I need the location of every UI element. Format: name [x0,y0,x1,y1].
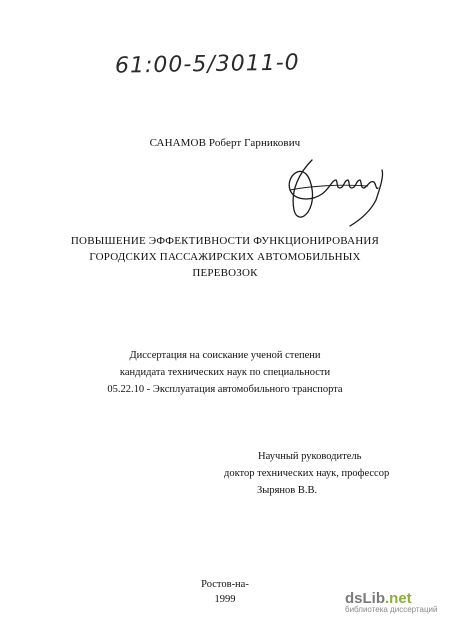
degree-statement [0,347,450,398]
city: Ростов-на- [201,579,249,590]
degree-line-2: кандидата технических наук по специальности [119,367,331,378]
supervisor-degree: доктор технических наук, профессор [224,468,390,479]
author-name: САНАМОВ Роберт Гарникович [149,137,301,149]
watermark-tld: .net [385,590,412,607]
archive-code-handwritten: 61:00-5/3011-0 [114,50,300,79]
degree-line-1: Диссертация на соискание ученой степени [129,350,321,361]
year: 1999 [214,594,236,605]
handwritten-signature [250,150,410,230]
supervisor-name: Зырянов В.В. [257,485,318,496]
dslib-watermark [345,590,445,614]
title-line-1: ПОВЫШЕНИЕ ЭФФЕКТИВНОСТИ ФУНКЦИОНИРОВАНИЯ [70,235,380,247]
supervisor-role: Научный руководитель [258,451,362,462]
supervisor-block [224,448,389,499]
degree-line-3: 05.22.10 - Эксплуатация автомобильного транспорта [107,384,343,395]
title-line-3: ПЕРЕВОЗОК [192,267,258,279]
title-line-2: ГОРОДСКИХ ПАССАЖИРСКИХ АВТОМОБИЛЬНЫХ [89,251,361,263]
watermark-brand: dsLib [345,590,385,607]
dissertation-title [60,233,390,281]
watermark-subtitle: библиотека диссертаций [345,605,438,614]
